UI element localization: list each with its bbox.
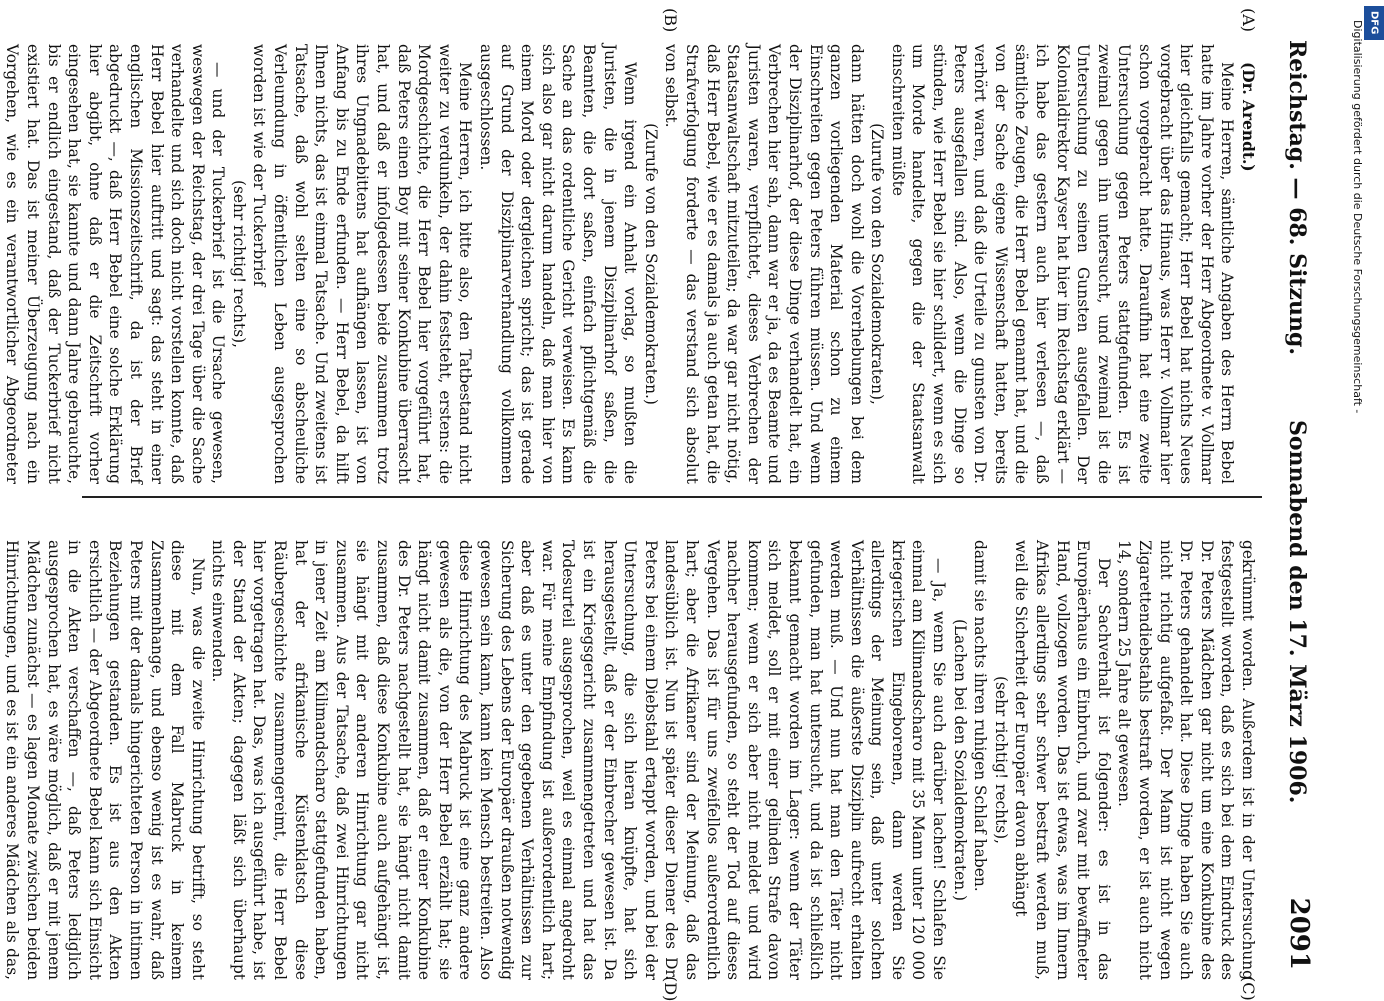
- margin-marker-a: (A): [1239, 8, 1258, 33]
- interjection: (sehr richtig! rechts),: [229, 180, 248, 348]
- paragraph: Meine Herren, ich bitte also, den Tatbestand nicht weiter zu verdunkeln, der dahin feststeht, erstens: die Mordgeschichte, die Herr Bebel hier vorgeführt hat, daß Peters einen Boy mit seiner Konkubine überrascht hat, und daß er infolgedessen beide zusammen trotz ihres Ungnadebittens hat aufhängen lassen, ist von Anfang bis zu Ende erfunden. — Herr Bebel, da hilft Ihnen nichts, das ist einmal Tatsache. Und zweitens ist Tatsache, daß wohl selten eine so abscheuliche Verleumdung in öffentlichen Leben ausgesprochen worden ist wie der Tuckerbrief: [250, 44, 475, 484]
- paragraph: Der Sachverhalt ist folgender: es ist in das Europäerhaus ein Einbruch, und zwar mit bewaffneter Hand, vollzogen worden. Das ist etwas, was im Innern Afrikas allerdings sehr schwer bestraft werden muß, weil die Sicherheit der Europäer davon abhängt: [1012, 540, 1113, 980]
- left-column: [3, 44, 1258, 484]
- header-date: Sonnabend den 17. März 1906.: [1284, 420, 1310, 804]
- right-column: [3, 540, 1258, 980]
- page-header: [1274, 40, 1320, 970]
- interjection: (Lachen bei den Sozialdemokraten.): [950, 618, 969, 902]
- paragraph: damit sie nachts ihren ruhigen Schlaf haben.: [971, 540, 990, 892]
- interjection: (sehr richtig! rechts),: [991, 676, 1010, 844]
- funding-note: Digitalisierung gefördert durch die Deutsche Forschungsgemeinschaft -: [1351, 20, 1364, 414]
- paragraph: dann hätten doch wohl die Vorerhebungen bei dem ganzen vorliegenden Material schon zu einem Einschreiten gegen Peters führen müssen. Und wenn der Disziplinarhof, der diese Dinge verhandelt hat, ein Verbrechen hier sah, dann war er ja, da es Beamte und Juristen waren, verpflichtet, dieses Verbrechen der Staatsanwaltschaft mitzuteilen; da war gar nicht nötig, daß Herr Bebel, wie er es damals ja auch getan hat, die Strafverfolgung forderte — das verstand sich absolut von selbst.: [662, 44, 866, 484]
- dfg-logo: DFG: [1364, 6, 1384, 40]
- paragraph: Meine Herren, sämtliche Angaben des Herrn Bebel hatte im Jahre vorher der Herr Abgeordnete v. Vollmar hier gleichfalls gemacht; Herr Bebel hat nichts Neues vorgebracht über das Hinaus, was Herr v. Vollmar hier schon vorgebracht hatte. Daraufhin hat eine zweite Untersuchung gegen Peters stattgefunden. Es ist zweimal gegen ihn untersucht, und zweimal ist die Untersuchung zu seinen Gunsten ausgefallen. Der Kolonialdirektor Kayser hat hier im Reichstag erklärt — ich habe das gestern auch hier verlesen —, daß sämtliche Zeugen, die Herr Bebel genannt hat, und die von der Sache eigene Wissenschaft hatten, bereits verhört waren, und daß die Urteile zu gunsten von Dr. Peters ausgefallen sind. Also, wenn die Dinge so stünden, wie Herr Bebel sie hier schildert, wenn es sich um Morde handelte, gegen die der Staatsanwalt einschreiten müßte: [888, 44, 1237, 484]
- header-session: Reichstag. — 68. Sitzung.: [1284, 40, 1310, 356]
- interjection: (Zurufe von den Sozialdemokraten.): [641, 123, 660, 405]
- paragraph: — und der Tuckerbrief ist die Ursache gewesen, weswegen der Reichstag, der drei Tage über die Sache verhandelte und sich doch nicht vorstellen konnte, daß Herr Bebel hier auftritt und sagt: das steht in einer englischen Missionszeitschrift, da ist der Brief abgedruckt —, daß Herr Bebel eine solche Erklärung hier abgibt, ohne daß er die Zeitschrift vorher eingesehen hat, sie kannte und dann Jahre gebrauchte, bis er endlich eingestand, daß der Tuckerbrief nicht existiert hat. Das ist meiner Überzeugung nach ein Vorgehen, wie es ein verantwortlicher Abgeordneter: [3, 44, 228, 484]
- paragraph: — Ja, wenn Sie auch darüber lachen! Schlafen Sie einmal am Kilimandscharo mit 35 Mann unter 120 000 kriegerischen Eingeborenen, dann werden Sie allerdings der Meinung sein, daß unter solchen Verhältnissen die äußerste Disziplin aufrecht erhalten werden muß. — Und nun hat man den Täter nicht gefunden, man hat untersucht, und da ist schließlich bekannt gemacht worden im Lager: wenn der Täter sich meldet, soll er mit einer gelinden Strafe davon kommen; wenn er sich aber nicht meldet und wird nachher herausgefunden, so steht der Tod auf dieses Vergehen. Das ist für uns zweifellos außerordentlich hart; aber die Afrikaner sind der Meinung, daß das landesüblich ist. Nun ist später dieser Diener des Dr. Peters bei einem Diebstahl ertappt worden, und bei der Untersuchung, die sich hieran knüpfte, hat sich herausgestellt, daß er der Einbrecher gewesen ist. Da ist ein Kriegsgericht zusammengetreten und hat das Todesurteil ausgesprochen, weil es einmal angedroht war. Für meine Empfindung ist außerordentlich hart; aber daß es unter den gegebenen Verhältnissen zur Sicherung des Lebens der Europäer draußen notwendig gewesen sein kann, kann kein Mensch bestreiten. Also diese Hinrichtung des Mabruck ist eine ganz andere gewesen als die, von der Herr Bebel erzählt hat; sie hängt nicht damit zusammen, daß er einer Konkubine des Dr. Peters nachgestellt hat, sie hängt nicht damit zusammen, daß diese Konkubine auch aufgehängt ist, sie hängt mit der anderen Hinrichtung gar nicht zusammen. Aus der Tatsache, daß zwei Hinrichtungen in jener Zeit am Kilimandscharo stattgefunden haben, hat der afrikanische Küstenklatsch diese Räubergeschichte zusammengereimt, die Herr Bebel hier vorgetragen hat. Das, was ich ausgeführt habe, ist der Stand der Akten; dagegen läßt sich überhaupt nichts einwenden.: [209, 540, 949, 980]
- interjection: (Zurufe von den Sozialdemokraten),: [868, 123, 887, 405]
- margin-marker-c: (C): [1239, 976, 1258, 1001]
- page-number: 2091: [1284, 897, 1314, 970]
- paragraph: Wenn irgend ein Anhalt vorlag, so mußten die Juristen, die in jenem Disziplinarhof saßen, die Beamten, die dort saßen, einfach pflichtgemäß die Sache an das ordentliche Gericht verweisen. Es kann sich also gar nicht darum handeln, daß man hier von einem Mord oder dergleichen spricht; das ist gerade auf Grund der Disziplinarverhandlung vollkommen ausgeschlossen.: [477, 44, 640, 484]
- margin-marker-b: (B): [661, 8, 680, 33]
- rotated-page: [3, 0, 1350, 1001]
- speaker-label: (Dr. Arendt.): [1239, 62, 1257, 172]
- margin-marker-d: (D): [661, 976, 680, 1001]
- column-divider: [82, 496, 1262, 498]
- paragraph: gekrümmt worden. Außerdem ist in der Untersuchung festgestellt worden, daß es sich bei dem Eindruck des Dr. Peters Mädchen gar nicht um eine Konkubine des Dr. Peters gehandelt hat. Diese Dinge haben Sie auch nicht richtig aufgefaßt. Der Mann ist nicht wegen Zigarettendiebstahls bestraft worden, er ist auch nicht 14, sondern 25 Jahre alt gewesen.: [1115, 540, 1257, 980]
- paragraph: Nun, was die zweite Hinrichtung betrifft, so steht diese mit dem Fall Mabruck in keinem Zusammenhange, und ebenso wenig ist es wahr, daß Peters mit der damals hingerichteten Person in intimen Beziehungen gestanden. Es ist aus den Akten ersichtlich — der Abgeordnete Bebel kann sich Einsicht in die Akten verschaffen —, daß Peters lediglich ausgesprochen hat, es wäre möglich, daß er mit jenem Mädchen zunächst — es lagen Monate zwischen beiden Hinrichtungen, und es ist ein anderes Mädchen als das,: [3, 540, 207, 980]
